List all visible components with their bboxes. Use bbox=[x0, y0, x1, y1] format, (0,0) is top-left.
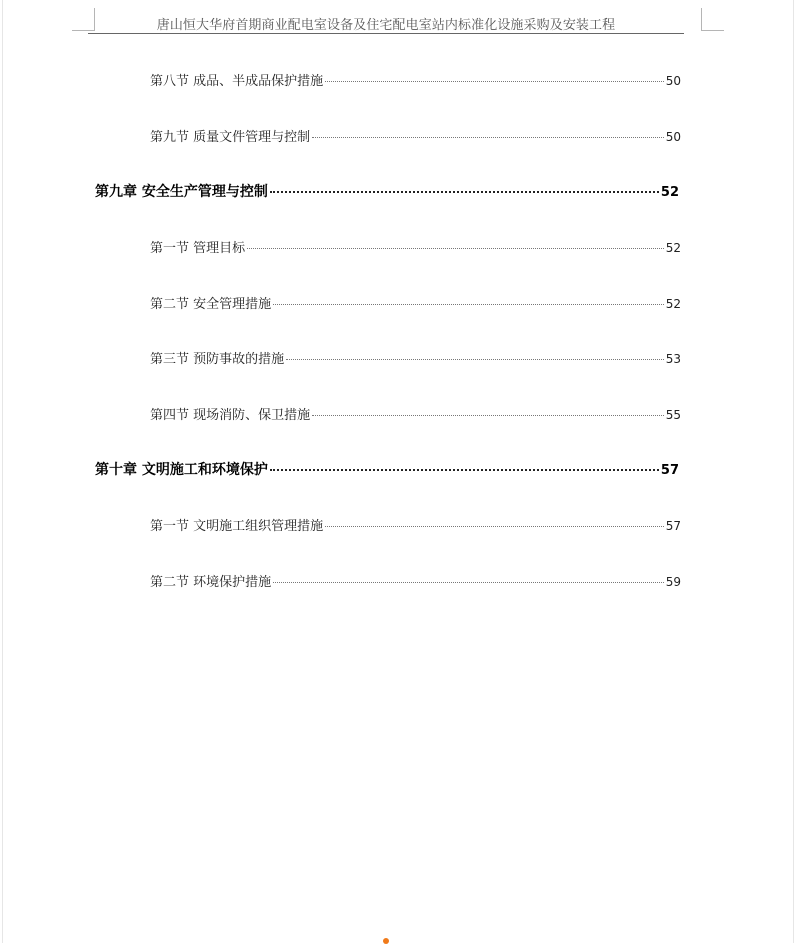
toc-leader-dots bbox=[247, 248, 664, 249]
toc-leader-dots bbox=[270, 191, 659, 193]
toc-entry[interactable] bbox=[150, 237, 681, 256]
toc-chapter-title: 第十章 文明施工和环境保护 bbox=[95, 462, 268, 478]
toc-entry[interactable] bbox=[150, 70, 681, 89]
toc-entry[interactable] bbox=[150, 293, 681, 312]
toc-entry[interactable] bbox=[150, 404, 681, 423]
toc-leader-dots bbox=[325, 81, 664, 82]
toc-page-number: 50 bbox=[665, 130, 681, 144]
toc-leader-dots bbox=[270, 469, 659, 471]
toc-leader-dots bbox=[273, 582, 664, 583]
header-title: 唐山恒大华府首期商业配电室设备及住宅配电室站内标准化设施采购及安装工程 bbox=[156, 18, 616, 33]
toc-entry[interactable] bbox=[150, 571, 681, 590]
page-header bbox=[88, 10, 684, 34]
toc-entry-title: 第九节 质量文件管理与控制 bbox=[150, 130, 311, 145]
toc-entry-title: 第二节 安全管理措施 bbox=[150, 297, 272, 312]
toc-entry-title: 第一节 文明施工组织管理措施 bbox=[150, 519, 324, 534]
toc-entry[interactable] bbox=[150, 348, 681, 367]
toc-chapter-entry[interactable] bbox=[95, 459, 679, 479]
toc-chapter-entry[interactable] bbox=[95, 181, 679, 201]
toc-page-number: 57 bbox=[665, 519, 681, 533]
page-marker-dot bbox=[383, 938, 389, 944]
toc-entry-title: 第二节 环境保护措施 bbox=[150, 575, 272, 590]
toc-page-number: 59 bbox=[665, 575, 681, 589]
toc-page-number: 52 bbox=[665, 297, 681, 311]
toc-entry-title: 第四节 现场消防、保卫措施 bbox=[150, 408, 311, 423]
toc-page-number: 53 bbox=[665, 352, 681, 366]
toc-leader-dots bbox=[312, 137, 664, 138]
toc-page-number: 55 bbox=[665, 408, 681, 422]
toc-entry-title: 第三节 预防事故的措施 bbox=[150, 352, 285, 367]
toc-entry[interactable] bbox=[150, 515, 681, 534]
page-right-edge bbox=[793, 0, 794, 943]
toc-page-number: 50 bbox=[665, 74, 681, 88]
toc-page-number: 52 bbox=[660, 185, 679, 200]
toc-page-number: 57 bbox=[660, 463, 679, 478]
toc-entry[interactable] bbox=[150, 126, 681, 145]
toc-leader-dots bbox=[286, 359, 664, 360]
toc-leader-dots bbox=[312, 415, 664, 416]
toc-page-number: 52 bbox=[665, 241, 681, 255]
toc-leader-dots bbox=[325, 526, 664, 527]
toc-chapter-title: 第九章 安全生产管理与控制 bbox=[95, 184, 268, 200]
toc-leader-dots bbox=[273, 304, 664, 305]
crop-mark-top-right bbox=[701, 8, 724, 31]
toc-entry-title: 第八节 成品、半成品保护措施 bbox=[150, 74, 324, 89]
toc-entry-title: 第一节 管理目标 bbox=[150, 241, 246, 256]
page-left-edge bbox=[2, 0, 3, 943]
